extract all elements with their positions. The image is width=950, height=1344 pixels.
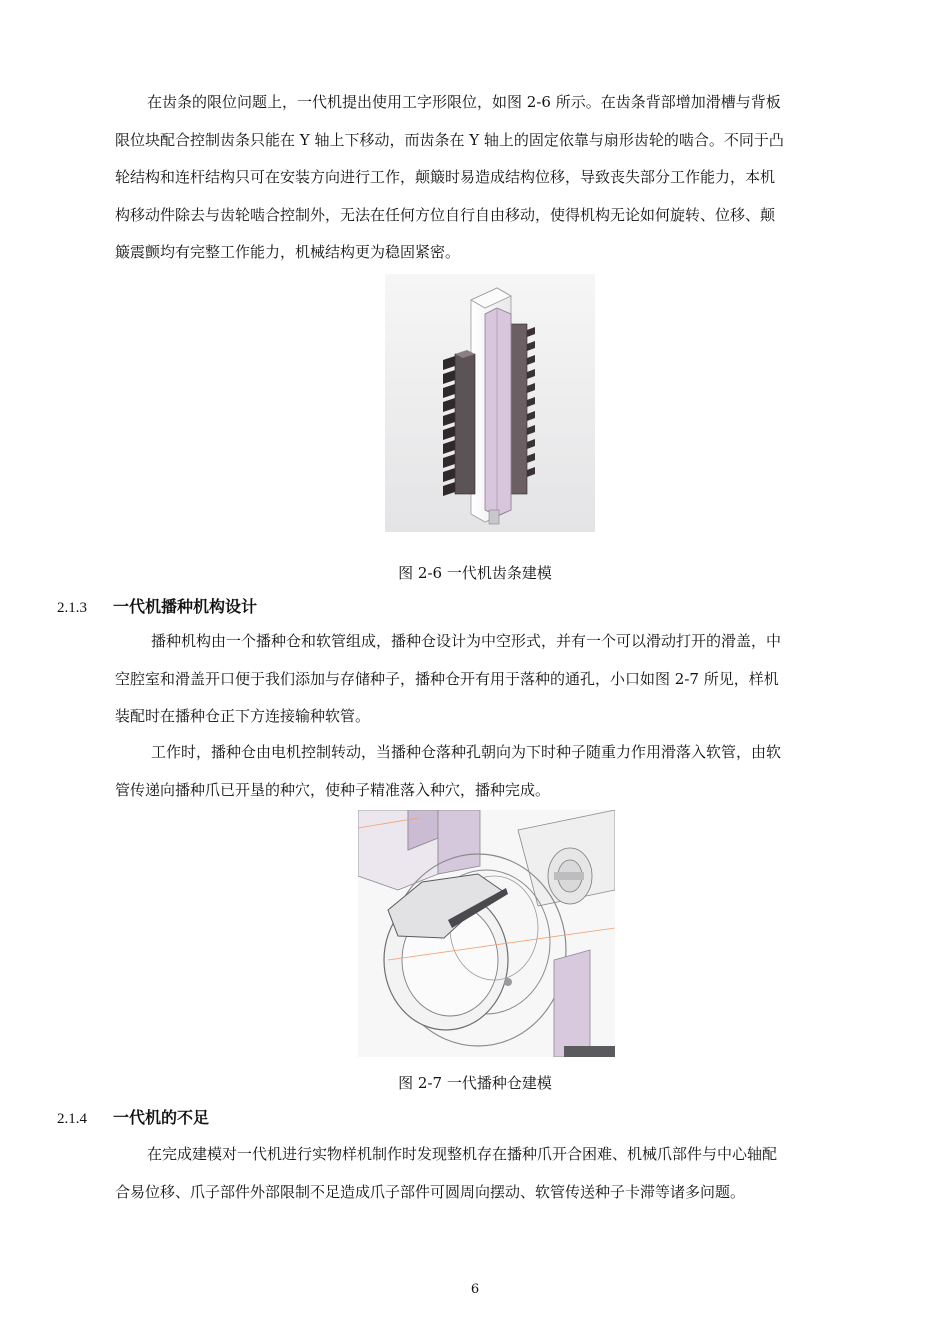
figure-caption: 图 2-6 一代机齿条建模 (398, 564, 552, 582)
rack-model-image (385, 274, 595, 532)
paragraph-shortcomings (115, 1136, 860, 1211)
figure-caption: 图 2-7 一代播种仓建模 (398, 1074, 552, 1092)
paragraph-line: 空腔室和滑盖开口便于我们添加与存储种子，播种仓开有用于落种的通孔，小口如图 2-7 所见，样机 (115, 669, 779, 688)
paragraph-seeding-operation (115, 734, 860, 809)
paragraph-line: 簸震颤均有完整工作能力，机械结构更为稳固紧密。 (115, 243, 461, 261)
page-number: 6 (470, 1282, 480, 1297)
paragraph-line: 构移动件除去与齿轮啮合控制外，无法在任何方位自行自由移动，使得机构无论如何旋转、位移、颠 (115, 205, 776, 224)
paragraph-rack-limit (115, 84, 860, 272)
section-number: 2.1.4 (57, 1111, 87, 1127)
section-title: 一代机的不足 (113, 1108, 210, 1127)
paragraph-line: 限位块配合控制齿条只能在 Y 轴上下移动，而齿条在 Y 轴上的固定依靠与扇形齿轮的啮合。不同于凸 (115, 130, 784, 149)
paragraph-seeding-mechanism (115, 623, 860, 736)
figure-rack-model (385, 274, 595, 532)
section-heading (57, 1107, 209, 1130)
figure-seed-bin-model (358, 810, 615, 1057)
paragraph-line: 工作时，播种仓由电机控制转动，当播种仓落种孔朝向为下时种子随重力作用滑落入软管，由软 (151, 743, 782, 761)
section-number: 2.1.3 (57, 600, 87, 616)
paragraph-line: 装配时在播种仓正下方连接输种软管。 (115, 707, 371, 725)
section-heading (57, 596, 257, 619)
section-title: 一代机播种机构设计 (113, 597, 258, 616)
paragraph-line: 管传递向播种爪已开垦的种穴，使种子精准落入种穴，播种完成。 (115, 780, 551, 799)
paragraph-line: 播种机构由一个播种仓和软管组成，播种仓设计为中空形式，并有一个可以滑动打开的滑盖，中 (151, 632, 782, 650)
paragraph-line: 轮结构和连杆结构只可在安装方向进行工作，颠簸时易造成结构位移，导致丧失部分工作能力，本机 (115, 168, 776, 186)
paragraph-line: 在完成建模对一代机进行实物样机制作时发现整机存在播种爪开合困难、机械爪部件与中心轴配 (147, 1145, 778, 1163)
seed-bin-model-image (358, 810, 615, 1057)
paragraph-line: 在齿条的限位问题上，一代机提出使用工字形限位，如图 2-6 所示。在齿条背部增加滑槽与背板 (147, 93, 781, 111)
paragraph-line: 合易位移、爪子部件外部限制不足造成爪子部件可圆周向摆动、软管传送种子卡滞等诸多问题。 (115, 1182, 746, 1201)
